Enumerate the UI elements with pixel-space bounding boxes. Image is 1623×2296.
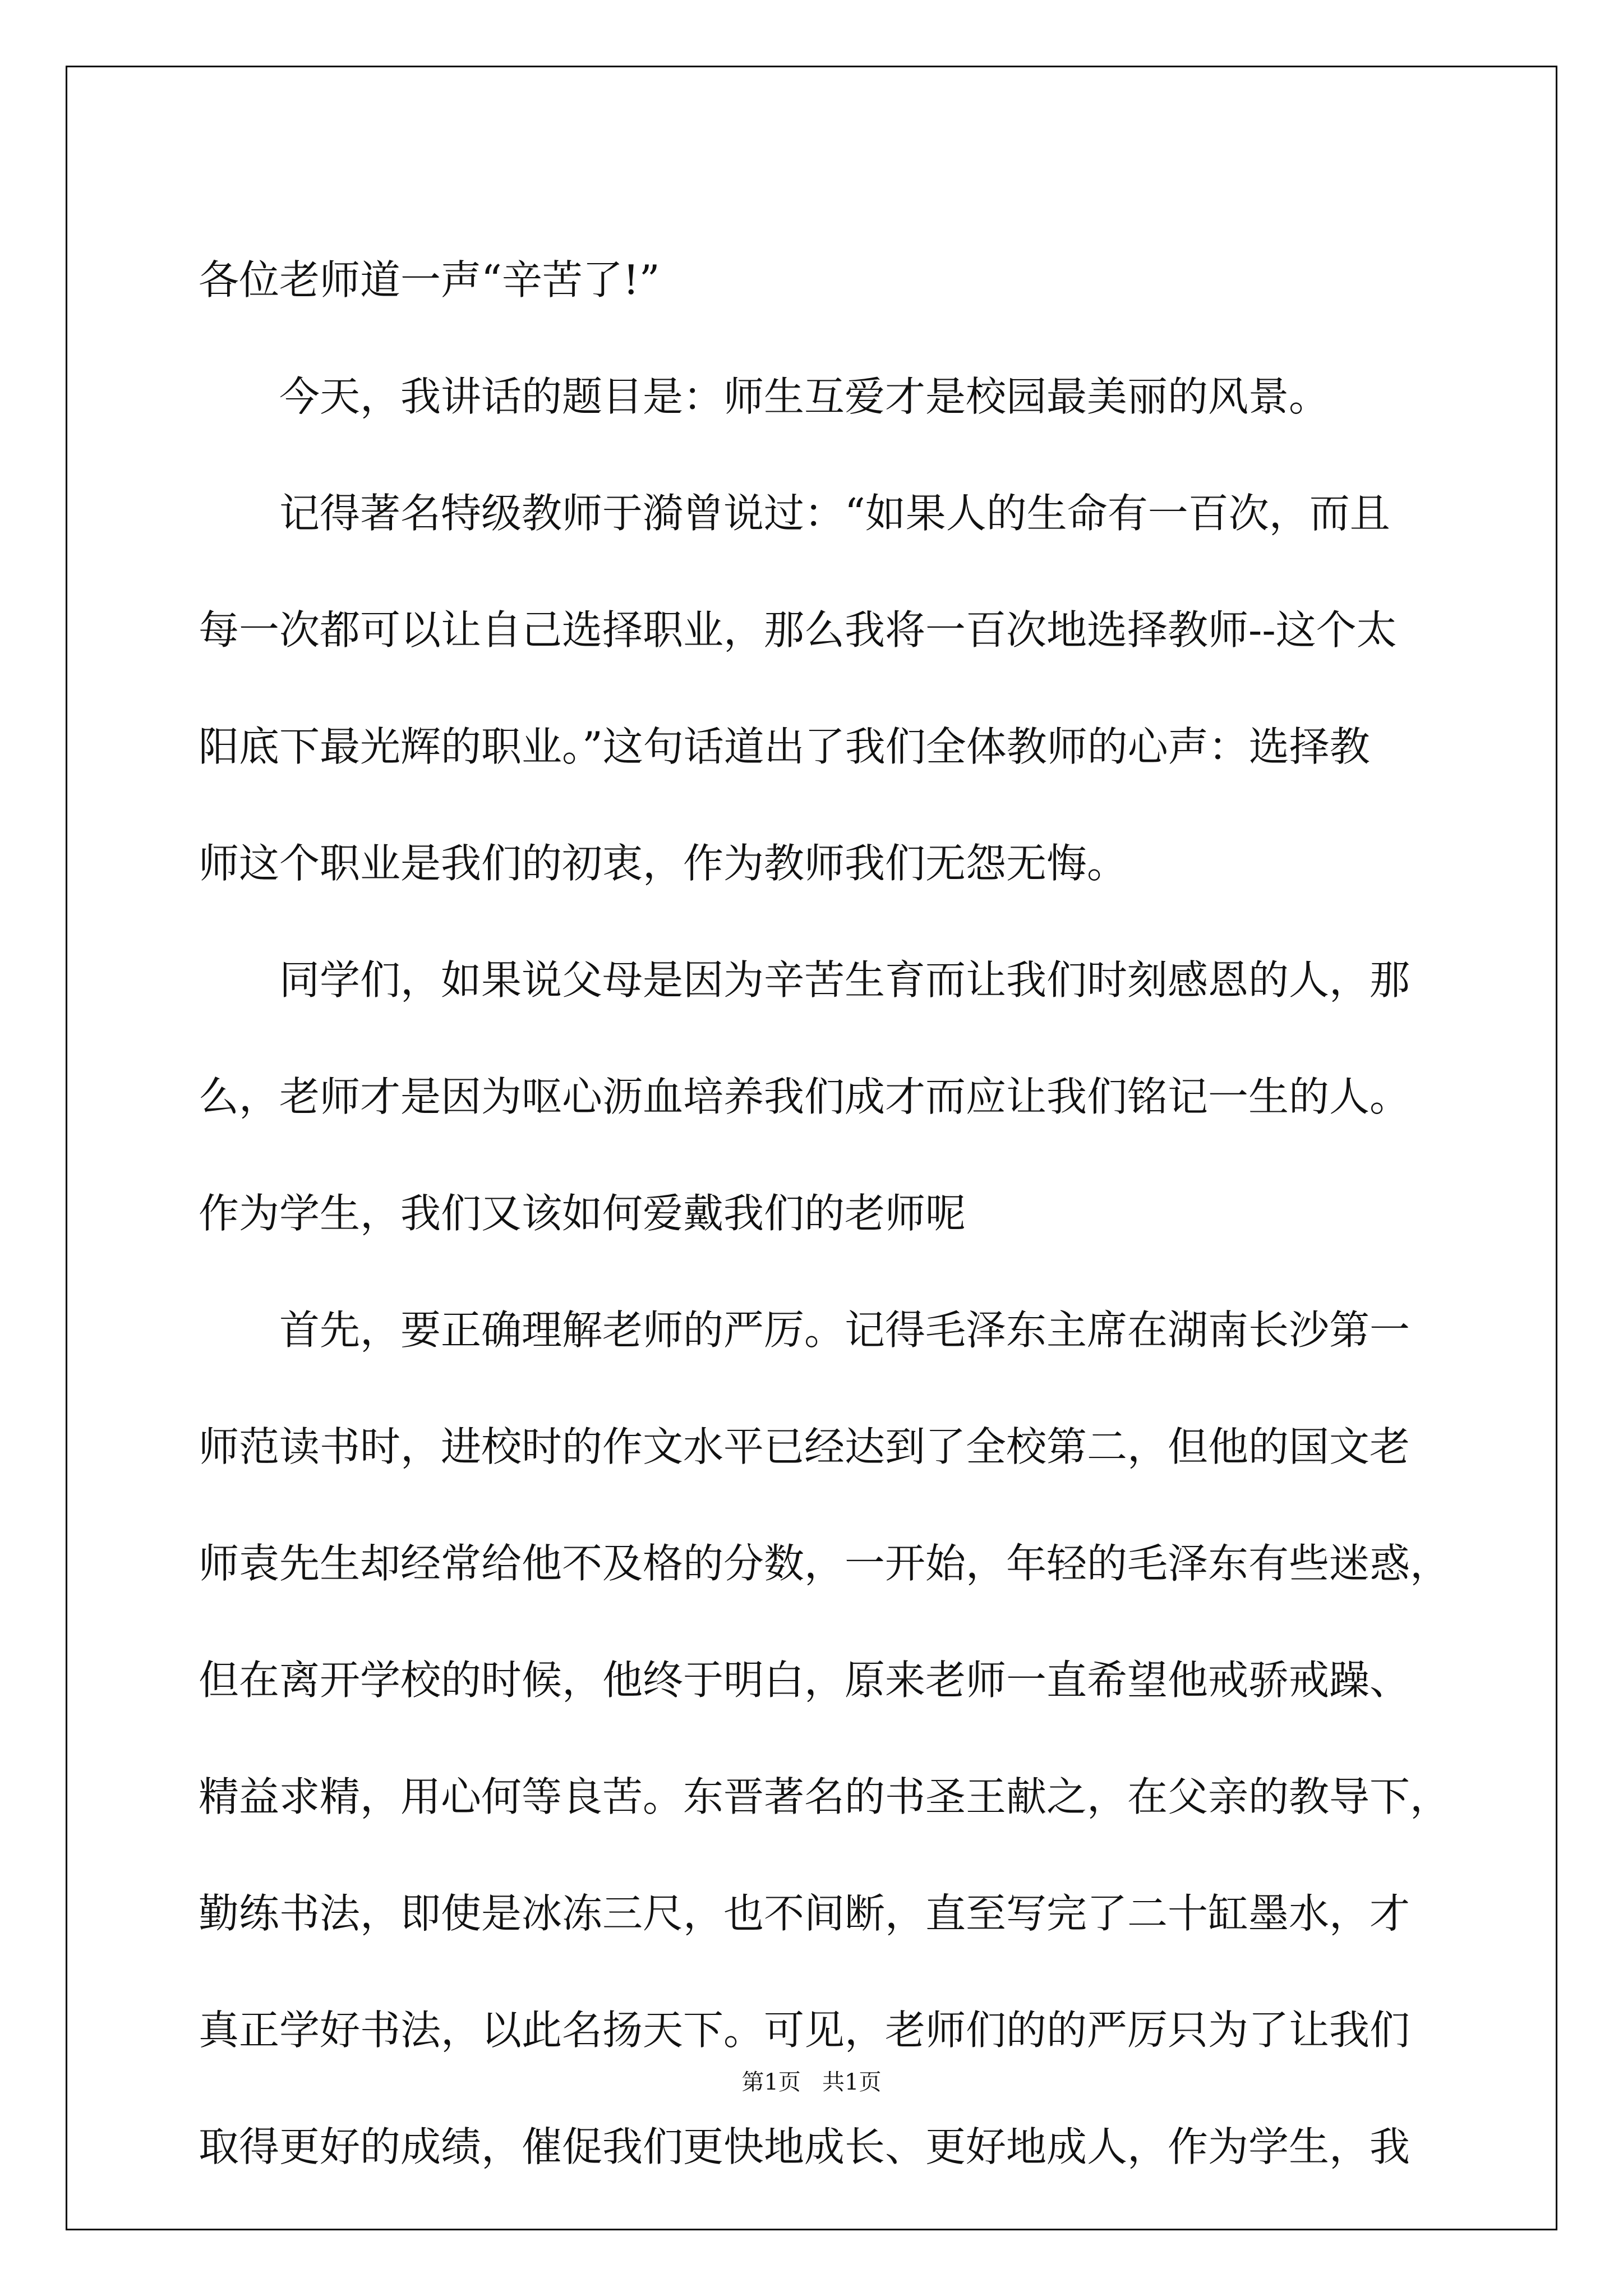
- page-number-footer: 第1页 共1页: [741, 2069, 882, 2095]
- text-line: 今天，我讲话的题目是：师生互爱才是校园最美丽的风景。: [279, 373, 1330, 420]
- text-line: 师袁先生却经常给他不及格的分数，一开始，年轻的毛泽东有些迷惑，: [199, 1540, 1451, 1587]
- text-line: 首先，要正确理解老师的严厉。记得毛泽东主席在湖南长沙第一: [279, 1306, 1410, 1354]
- text-line: 记得著名特级教师于漪曾说过：“如果人的生命有一百次，而且: [279, 490, 1390, 537]
- text-line: 阳底下最光辉的职业。”这句话道出了我们全体教师的心声：选择教: [199, 723, 1370, 770]
- text-line: 精益求精，用心何等良苦。东晋著名的书圣王献之，在父亲的教导下，: [199, 1773, 1451, 1820]
- text-line: 真正学好书法，以此名扬天下。可见，老师们的的严厉只为了让我们: [199, 2007, 1410, 2054]
- document-body: [199, 222, 1460, 2205]
- text-line: 但在离开学校的时候，他终于明白，原来老师一直希望他戒骄戒躁、: [199, 1657, 1410, 1704]
- text-line: 每一次都可以让自己选择职业，那么我将一百次地选择教师--这个太: [199, 606, 1397, 654]
- text-line: 师范读书时，进校时的作文水平已经达到了全校第二，但他的国文老: [199, 1423, 1410, 1470]
- text-line: 取得更好的成绩，催促我们更快地成长、更好地成人，作为学生，我: [199, 2123, 1410, 2170]
- text-line: 作为学生，我们又该如何爱戴我们的老师呢: [199, 1190, 966, 1237]
- text-line: 各位老师道一声“辛苦了!”: [199, 256, 660, 303]
- text-line: 么，老师才是因为呕心沥血培养我们成才而应让我们铭记一生的人。: [199, 1073, 1410, 1120]
- text-line: 同学们，如果说父母是因为辛苦生育而让我们时刻感恩的人，那: [279, 956, 1410, 1004]
- text-line: 师这个职业是我们的初衷，作为教师我们无怨无悔。: [199, 840, 1128, 887]
- text-line: 勤练书法，即使是冰冻三尺，也不间断，直至写完了二十缸墨水，才: [199, 1890, 1410, 1937]
